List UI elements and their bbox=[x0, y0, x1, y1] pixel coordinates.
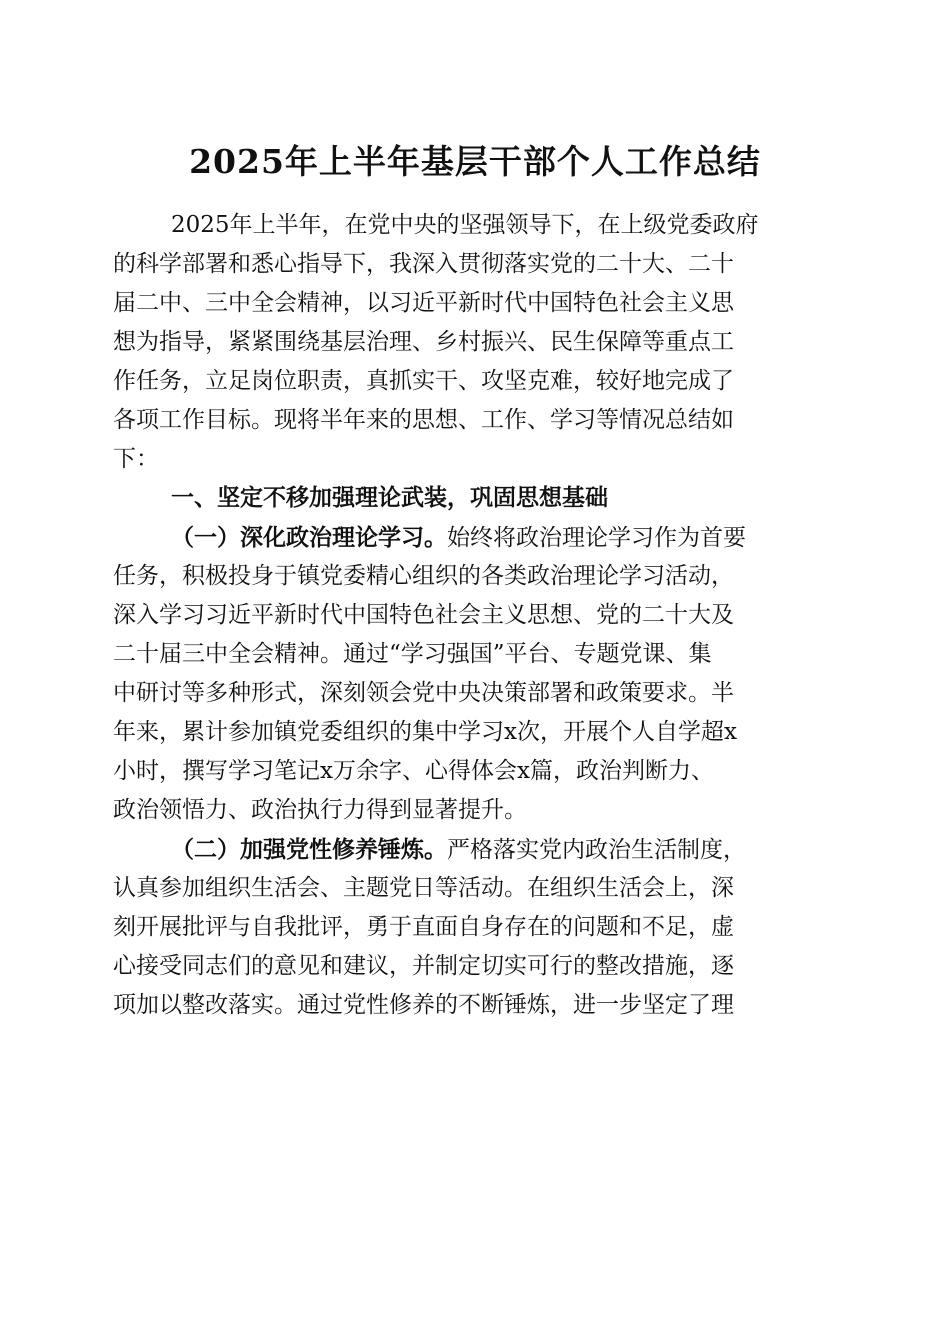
paragraph-first-line bbox=[113, 518, 825, 557]
intro-line: 下： bbox=[113, 446, 159, 472]
document-title: 2025年上半年基层干部个人工作总结 bbox=[189, 142, 761, 181]
paragraph-line: 任务，积极投身于镇党委精心组织的各类政治理论学习活动， bbox=[113, 563, 734, 589]
paragraph-text: 始终将政治理论学习作为首要 bbox=[447, 525, 746, 551]
paragraph-line: 中研讨等多种形式，深刻领会党中央决策部署和政策要求。半 bbox=[113, 680, 734, 706]
sub-heading: （二）加强党性修养锤炼。 bbox=[171, 836, 447, 863]
paragraph-line: 年来，累计参加镇党委组织的集中学习x次，开展个人自学超x bbox=[113, 719, 737, 745]
intro-line: 的科学部署和悉心指导下，我深入贯彻落实党的二十大、二十 bbox=[113, 251, 734, 277]
paragraph-text: 严格落实党内政治生活制度， bbox=[447, 837, 746, 863]
document-body bbox=[113, 206, 825, 1025]
paragraph-line: 项加以整改落实。通过党性修养的不断锤炼，进一步坚定了理 bbox=[113, 992, 734, 1018]
intro-line: 届二中、三中全会精神，以习近平新时代中国特色社会主义思 bbox=[113, 290, 734, 316]
paragraph-line: 政治领悟力、政治执行力得到显著提升。 bbox=[113, 797, 527, 823]
paragraph-line: 心接受同志们的意见和建议，并制定切实可行的整改措施，逐 bbox=[113, 953, 734, 979]
paragraph-line: 小时，撰写学习笔记x万余字、心得体会x篇，政治判断力、 bbox=[113, 758, 714, 784]
intro-line: 各项工作目标。现将半年来的思想、工作、学习等情况总结如 bbox=[113, 407, 734, 433]
paragraph-line: 刻开展批评与自我批评，勇于直面自身存在的问题和不足，虚 bbox=[113, 914, 734, 940]
paragraph-line: 深入学习习近平新时代中国特色社会主义思想、党的二十大及 bbox=[113, 602, 734, 628]
section-heading: 一、坚定不移加强理论武装，巩固思想基础 bbox=[171, 485, 608, 511]
intro-line: 2025年上半年，在党中央的坚强领导下，在上级党委政府 bbox=[171, 212, 759, 238]
sub-heading: （一）深化政治理论学习。 bbox=[171, 524, 447, 551]
intro-line: 作任务，立足岗位职责，真抓实干、攻坚克难，较好地完成了 bbox=[113, 368, 734, 394]
paragraph-first-line bbox=[113, 830, 825, 869]
intro-line: 想为指导，紧紧围绕基层治理、乡村振兴、民生保障等重点工 bbox=[113, 329, 734, 355]
paragraph-line: 认真参加组织生活会、主题党日等活动。在组织生活会上，深 bbox=[113, 875, 734, 901]
paragraph-line: 二十届三中全会精神。通过“学习强国”平台、专题党课、集 bbox=[113, 641, 712, 667]
